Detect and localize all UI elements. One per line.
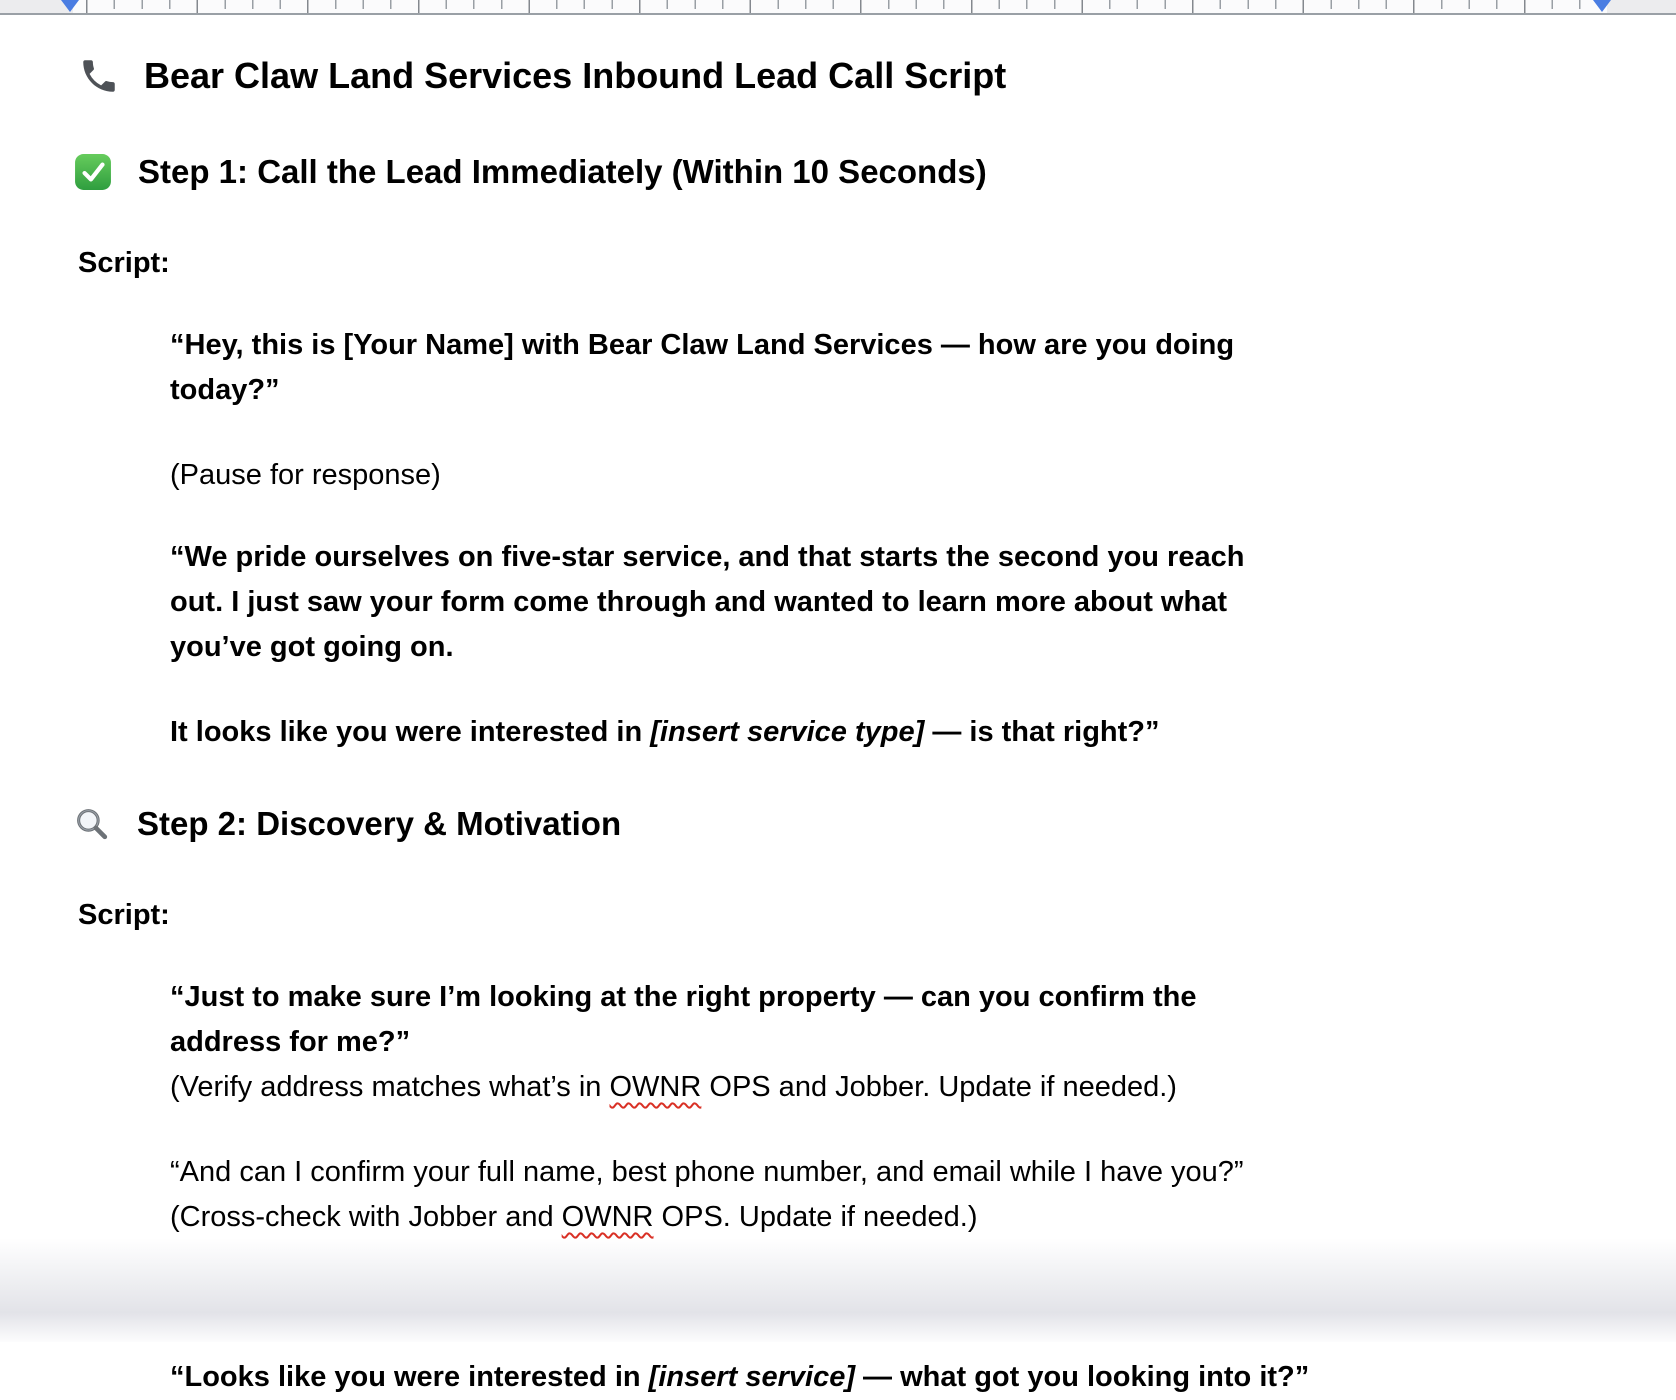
text-line: “We pride ourselves on five-star service, and that starts the second you reach (170, 541, 1245, 573)
text-line: (Verify address matches what’s in OWNR OPS and Jobber. Update if needed.) (170, 1071, 1177, 1103)
step2-paragraph-address (170, 975, 1676, 1110)
telephone-receiver-icon (78, 55, 120, 97)
magnifying-glass-icon (74, 806, 111, 843)
text-line: out. I just saw your form come through and wanted to learn more about what (170, 586, 1227, 618)
text-line: you’ve got going on. (170, 631, 454, 663)
step1-script-label: Script: (78, 247, 170, 279)
ruler-ticks (73, 0, 1607, 13)
document-title: Bear Claw Land Services Inbound Lead Call Script (144, 55, 1007, 96)
step1-paragraph-pause (170, 453, 1676, 498)
insert-service-placeholder: [insert service] (648, 1361, 855, 1393)
text-line: “Looks like you were interested in [insert service] — what got you looking into it?” (170, 1361, 1310, 1393)
step1-heading-row (74, 149, 1676, 195)
left-indent-marker[interactable] (61, 0, 79, 12)
step1-paragraph-pride (170, 535, 1676, 670)
step2-paragraph-clipped (170, 1355, 1676, 1400)
step2-paragraph-contact (170, 1150, 1676, 1240)
document-page[interactable] (0, 15, 1676, 1400)
misspelled-word-ownr: OWNR (609, 1071, 702, 1103)
step2-heading-row (74, 801, 1676, 847)
step1-paragraph-service-type (170, 710, 1676, 755)
step1-heading: Step 1: Call the Lead Immediately (Within 10 Seconds) (138, 153, 987, 190)
ruler-right-margin (1607, 0, 1676, 13)
ruler (0, 0, 1676, 15)
text-line: (Cross-check with Jobber and OWNR OPS. Update if needed.) (170, 1201, 978, 1233)
text-line: It looks like you were interested in [insert service type] — is that right?” (170, 716, 1160, 748)
misspelled-word-ownr: OWNR (561, 1201, 654, 1233)
document-title-row (78, 52, 1676, 100)
check-mark-icon (74, 153, 112, 191)
right-indent-marker[interactable] (1593, 0, 1611, 12)
step1-paragraph-greeting (170, 323, 1676, 413)
insert-service-type-placeholder: [insert service type] (650, 716, 925, 748)
step2-script-label: Script: (78, 899, 170, 931)
text-line: “And can I confirm your full name, best phone number, and email while I have you?” (170, 1156, 1244, 1188)
text-line: (Pause for response) (170, 459, 441, 491)
text-line: “Just to make sure I’m looking at the right property — can you confirm the (170, 981, 1197, 1013)
text-line: today?” (170, 374, 280, 406)
text-line: “Hey, this is [Your Name] with Bear Claw Land Services — how are you doing (170, 329, 1235, 361)
text-line: address for me?” (170, 1026, 411, 1058)
step2-heading: Step 2: Discovery & Motivation (137, 805, 622, 842)
